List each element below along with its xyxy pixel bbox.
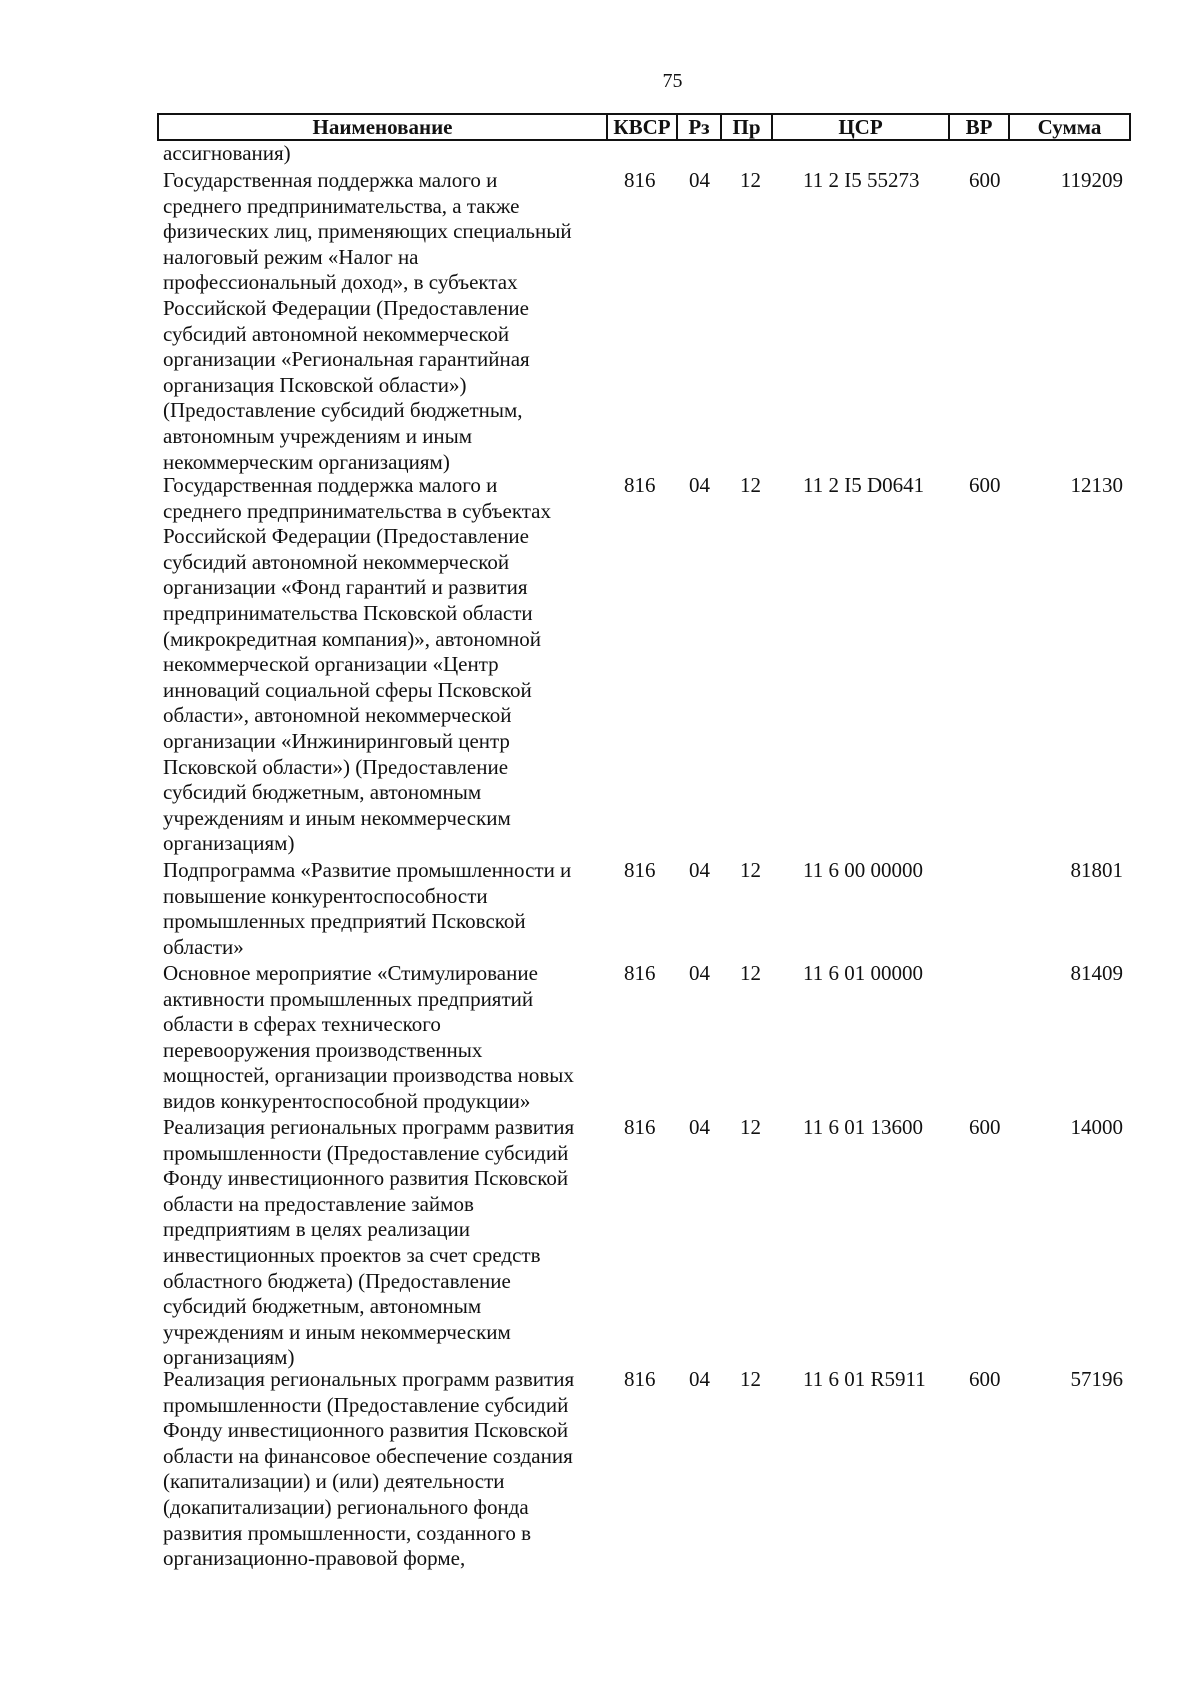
header-name: Наименование (159, 115, 608, 139)
row-name-line: повышение конкурентоспособности (163, 883, 488, 908)
row-name-line: субсидий автономной некоммерческой (163, 549, 510, 574)
row-name-line: перевооружения производственных (163, 1037, 483, 1062)
row-name-line: (капитализации) и (или) деятельности (163, 1469, 505, 1494)
cell-sum: 81801 (1070, 858, 1123, 882)
row-name (163, 1115, 593, 1371)
row-name-line: Реализация региональных программ развития (163, 1367, 575, 1391)
cell-csr: 11 6 00 00000 (803, 858, 923, 882)
row-name-line: организациям) (163, 831, 295, 856)
cell-kvsr: 816 (624, 1115, 656, 1139)
cell-pr: 12 (740, 1115, 761, 1139)
row-name-line: среднего предпринимательства, а также (163, 193, 520, 218)
cell-pr: 12 (740, 168, 761, 192)
cell-kvsr: 816 (624, 858, 656, 882)
row-name (163, 473, 593, 857)
header-pr: Пр (722, 115, 773, 139)
cell-rz: 04 (689, 1115, 710, 1139)
row-name (163, 961, 593, 1115)
row-name-line: Фонду инвестиционного развития Псковской (163, 1166, 569, 1191)
cell-rz: 04 (689, 1367, 710, 1391)
row-name-line: организации «Инжиниринговый центр (163, 728, 510, 753)
cell-sum: 81409 (1070, 961, 1123, 985)
row-name-line: Российской Федерации (Предоставление (163, 524, 529, 549)
row-name-line: налоговый режим «Налог на (163, 244, 419, 269)
cell-pr: 12 (740, 961, 761, 985)
row-name-line: промышленности (Предоставление субсидий (163, 1392, 569, 1417)
row-name-line: области», автономной некоммерческой (163, 703, 512, 728)
cell-rz: 04 (689, 858, 710, 882)
row-name-line: некоммерческим организациям) (163, 449, 450, 474)
cell-vr: 600 (969, 1367, 1001, 1391)
row-name-line: профессиональный доход», в субъектах (163, 270, 518, 295)
cell-kvsr: 816 (624, 1367, 656, 1391)
row-name (163, 858, 593, 960)
page-number: 75 (662, 70, 683, 92)
cell-rz: 04 (689, 168, 710, 192)
row-name (163, 1367, 593, 1572)
row-name-line: активности промышленных предприятий (163, 986, 534, 1011)
cell-pr: 12 (740, 473, 761, 497)
row-name-line: автономным учреждениям и иным (163, 423, 473, 448)
row-name-line: инвестиционных проектов за счет средств (163, 1242, 541, 1267)
row-name-line: Реализация региональных программ развития (163, 1115, 575, 1139)
row-name-line: организации «Региональная гарантийная (163, 347, 530, 372)
row-name-line: среднего предпринимательства в субъектах (163, 498, 552, 523)
row-name-line: (микрокредитная компания)», автономной (163, 626, 541, 651)
continuation-text: ассигнования) (163, 141, 291, 165)
header-kvsr: КВСР (608, 115, 678, 139)
row-name-line: субсидий бюджетным, автономным (163, 780, 482, 805)
row-name-line: развития промышленности, созданного в (163, 1520, 532, 1545)
row-name-line: (докапитализации) регионального фонда (163, 1494, 529, 1519)
cell-csr: 11 2 I5 55273 (803, 168, 920, 192)
row-name-line: промышленности (Предоставление субсидий (163, 1140, 569, 1165)
row-name-line: Государственная поддержка малого и (163, 168, 498, 192)
row-name-line: области в сферах технического (163, 1012, 441, 1037)
cell-pr: 12 (740, 858, 761, 882)
cell-vr: 600 (969, 1115, 1001, 1139)
row-name-line: предпринимательства Псковской области (163, 600, 533, 625)
cell-rz: 04 (689, 961, 710, 985)
row-name-line: Фонду инвестиционного развития Псковской (163, 1418, 569, 1443)
cell-sum: 12130 (1070, 473, 1123, 497)
header-vr: ВР (950, 115, 1010, 139)
cell-sum: 14000 (1070, 1115, 1123, 1139)
header-csr: ЦСР (773, 115, 950, 139)
row-name-line: организация Псковской области») (163, 372, 467, 397)
row-name-line: области на предоставление займов (163, 1191, 474, 1216)
row-name-line: Государственная поддержка малого и (163, 473, 498, 497)
cell-rz: 04 (689, 473, 710, 497)
cell-vr: 600 (969, 168, 1001, 192)
row-name-line: физических лиц, применяющих специальный (163, 219, 572, 244)
row-name-line: Российской Федерации (Предоставление (163, 295, 529, 320)
cell-pr: 12 (740, 1367, 761, 1391)
cell-sum: 57196 (1070, 1367, 1123, 1391)
cell-csr: 11 6 01 R5911 (803, 1367, 926, 1391)
cell-kvsr: 816 (624, 473, 656, 497)
row-name-line: организационно-правовой форме, (163, 1546, 466, 1571)
cell-csr: 11 6 01 13600 (803, 1115, 923, 1139)
row-name (163, 168, 593, 475)
row-name-line: организациям) (163, 1345, 295, 1370)
cell-kvsr: 816 (624, 961, 656, 985)
row-name-line: инноваций социальной сферы Псковской (163, 677, 532, 702)
row-name-line: области на финансовое обеспечение создания (163, 1443, 573, 1468)
row-name-line: (Предоставление субсидий бюджетным, (163, 398, 523, 423)
cell-sum: 119209 (1060, 168, 1123, 192)
cell-csr: 11 6 01 00000 (803, 961, 923, 985)
row-name-line: областного бюджета) (Предоставление (163, 1268, 511, 1293)
cell-csr: 11 2 I5 D0641 (803, 473, 925, 497)
row-name-line: учреждениям и иным некоммерческим (163, 1319, 511, 1344)
row-name-line: предприятиям в целях реализации (163, 1217, 470, 1242)
row-name-line: некоммерческой организации «Центр (163, 652, 499, 677)
table-header (157, 113, 1131, 141)
row-name-line: субсидий бюджетным, автономным (163, 1294, 482, 1319)
row-name-line: промышленных предприятий Псковской (163, 909, 526, 934)
row-name-line: мощностей, организации производства новых (163, 1063, 574, 1088)
cell-kvsr: 816 (624, 168, 656, 192)
row-name-line: субсидий автономной некоммерческой (163, 321, 510, 346)
row-name-line: организации «Фонд гарантий и развития (163, 575, 528, 600)
row-name-line: Псковской области») (Предоставление (163, 754, 509, 779)
cell-vr: 600 (969, 473, 1001, 497)
row-name-line: области» (163, 934, 244, 959)
row-name-line: видов конкурентоспособной продукции» (163, 1088, 531, 1113)
row-name-line: учреждениям и иным некоммерческим (163, 805, 511, 830)
row-name-line: Подпрограмма «Развитие промышленности и (163, 858, 572, 882)
header-rz: Рз (678, 115, 722, 139)
header-sum: Сумма (1037, 114, 1102, 139)
row-name-line: Основное мероприятие «Стимулирование (163, 961, 538, 985)
